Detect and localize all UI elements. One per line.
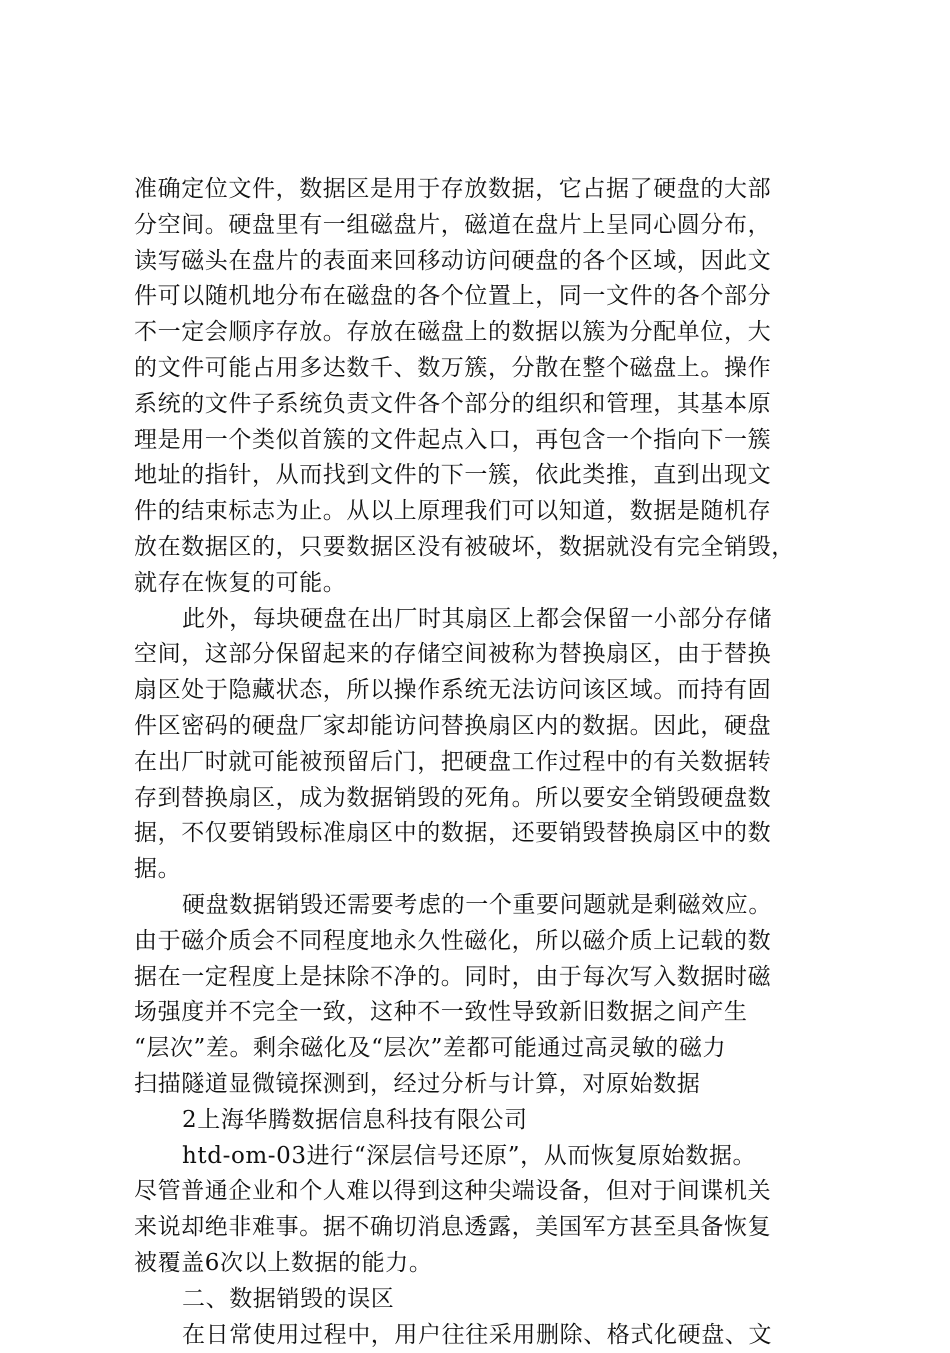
body-text [134,172,834,1353]
text-line: 尽管普通企业和个人难以得到这种尖端设备，但对于间谍机关 [134,1174,834,1210]
text-line: 据，不仅要销毁标准扇区中的数据，还要销毁替换扇区中的数 [134,816,834,852]
text-line: 的文件可能占用多达数千、数万簇，分散在整个磁盘上。操作 [134,351,834,387]
text-line: 据在一定程度上是抹除不净的。同时，由于每次写入数据时磁 [134,960,834,996]
section-heading: 二、数据销毁的误区 [134,1282,834,1318]
text-line: 扇区处于隐藏状态，所以操作系统无法访问该区域。而持有固 [134,673,834,709]
text-line: 放在数据区的，只要数据区没有被破坏，数据就没有完全销毁， [134,530,834,566]
text-line: 空间，这部分保留起来的存储空间被称为替换扇区，由于替换 [134,637,834,673]
text-line: 理是用一个类似首簇的文件起点入口，再包含一个指向下一簇 [134,423,834,459]
text-line: 读写磁头在盘片的表面来回移动访问硬盘的各个区域，因此文 [134,244,834,280]
page-footer-line: 2上海华腾数据信息科技有限公司 [134,1103,834,1139]
text-line: 分空间。硬盘里有一组磁盘片，磁道在盘片上呈同心圆分布， [134,208,834,244]
text-line: 件的结束标志为止。从以上原理我们可以知道，数据是随机存 [134,494,834,530]
text-line: 件区密码的硬盘厂家却能访问替换扇区内的数据。因此，硬盘 [134,709,834,745]
text-line: 就存在恢复的可能。 [134,566,834,602]
text-line: 地址的指针，从而找到文件的下一簇，依此类推，直到出现文 [134,458,834,494]
text-line: 存到替换扇区，成为数据销毁的死角。所以要安全销毁硬盘数 [134,781,834,817]
text-line: 扫描隧道显微镜探测到，经过分析与计算，对原始数据 [134,1067,834,1103]
paragraph-start-line: 硬盘数据销毁还需要考虑的一个重要问题就是剩磁效应。 [134,888,834,924]
paragraph-start-line: htd-om-03进行“深层信号还原”，从而恢复原始数据。 [134,1139,834,1175]
paragraph-start-line: 在日常使用过程中，用户往往采用删除、格式化硬盘、文 [134,1318,834,1353]
text-line: 系统的文件子系统负责文件各个部分的组织和管理，其基本原 [134,387,834,423]
text-line: 据。 [134,852,834,888]
paragraph-start-line: 此外，每块硬盘在出厂时其扇区上都会保留一小部分存储 [134,602,834,638]
text-line: 被覆盖6次以上数据的能力。 [134,1246,834,1282]
text-line: “层次”差。剩余磁化及“层次”差都可能通过高灵敏的磁力 [134,1031,834,1067]
text-line: 在出厂时就可能被预留后门，把硬盘工作过程中的有关数据转 [134,745,834,781]
text-line: 由于磁介质会不同程度地永久性磁化，所以磁介质上记载的数 [134,924,834,960]
text-line: 件可以随机地分布在磁盘的各个位置上，同一文件的各个部分 [134,279,834,315]
text-line: 来说却绝非难事。据不确切消息透露，美国军方甚至具备恢复 [134,1210,834,1246]
text-line: 不一定会顺序存放。存放在磁盘上的数据以簇为分配单位，大 [134,315,834,351]
text-line: 场强度并不完全一致，这种不一致性导致新旧数据之间产生 [134,995,834,1031]
text-line: 准确定位文件，数据区是用于存放数据，它占据了硬盘的大部 [134,172,834,208]
